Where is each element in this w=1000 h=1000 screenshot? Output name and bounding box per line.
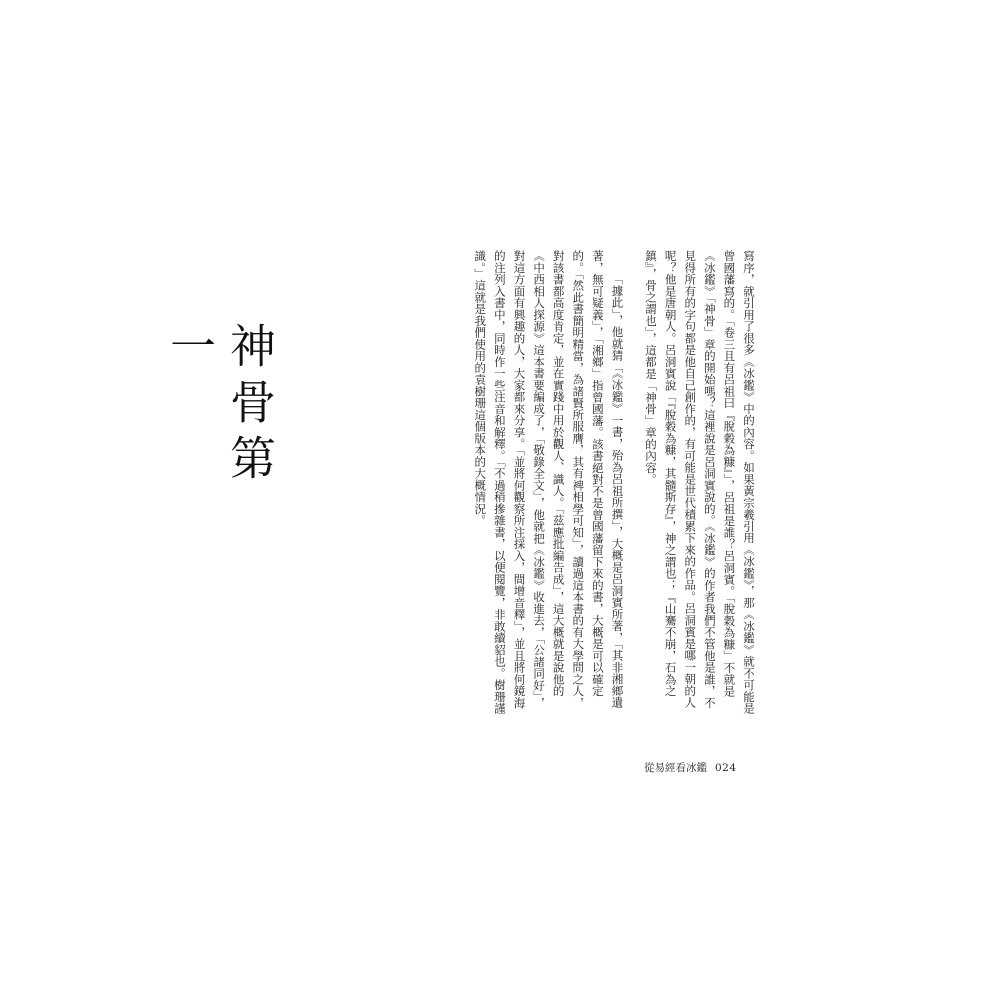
chapter-title: 神骨第一 [163,322,277,490]
page-number: 024 [715,762,737,774]
body-paragraph: 「據此」，他就猜「《冰鑑》一書，殆為呂祖所撰」，大概是呂洞賓所著，「其非湘鄉遺著，無可疑義」，「湘鄉」指曾國藩。該書絕對不是曾國藩留下來的書，大概是可以確定的。「然此書簡明精當，為諸賢所服膺，其有裨相學可知」，讀過這本書的有大學問之人，對該書都高度肯定，並在實踐中用於觀人、識人。「茲應批編告成」，這大概就是說他的《中西相人探源》這本書要編成了，「敬錄全文」，他就把《冰鑑》收進去，「公諸同好」，對這方面有興趣的人，大家都來分享。「並將何觀察所注採入，間增音釋」，並且將何鏡海的注列入書中，同時作一些注音和解釋。「不過稍摻雜書，以便閱覽，非敢續貂也。樹珊謹識。」這就是我們使用的袁樹珊這個版本的大概情況。 [473,250,625,715]
paragraph-gap [626,250,640,720]
running-title: 從易經看冰鑑 [644,762,707,774]
body-text-block [473,250,758,720]
body-paragraph: 寫序，就引用了很多《冰鑑》中的內容。如果黃宗羲引用《冰鑑》，那《冰鑑》就不可能是曾國藩寫的。「卷三且有呂祖曰『脫穀為糠』」，呂祖是誰？呂洞賓。「脫穀為糠」不就是《冰鑑》「神骨」章的開始嗎？這裡說是呂洞賓說的。《冰鑑》的作者我們不管他是誰，不見得所有的字句都是他自己創作的，有可能是世代積累下來的作品。呂洞賓是哪一朝的人呢？他是唐朝人。呂洞賓說「『脫穀為糠，其髓斯存』，神之謂也；『山騫不崩，石為之鎮』，骨之謂也」，這都是「神骨」章的內容。 [644,250,756,715]
page-footer [644,760,794,778]
